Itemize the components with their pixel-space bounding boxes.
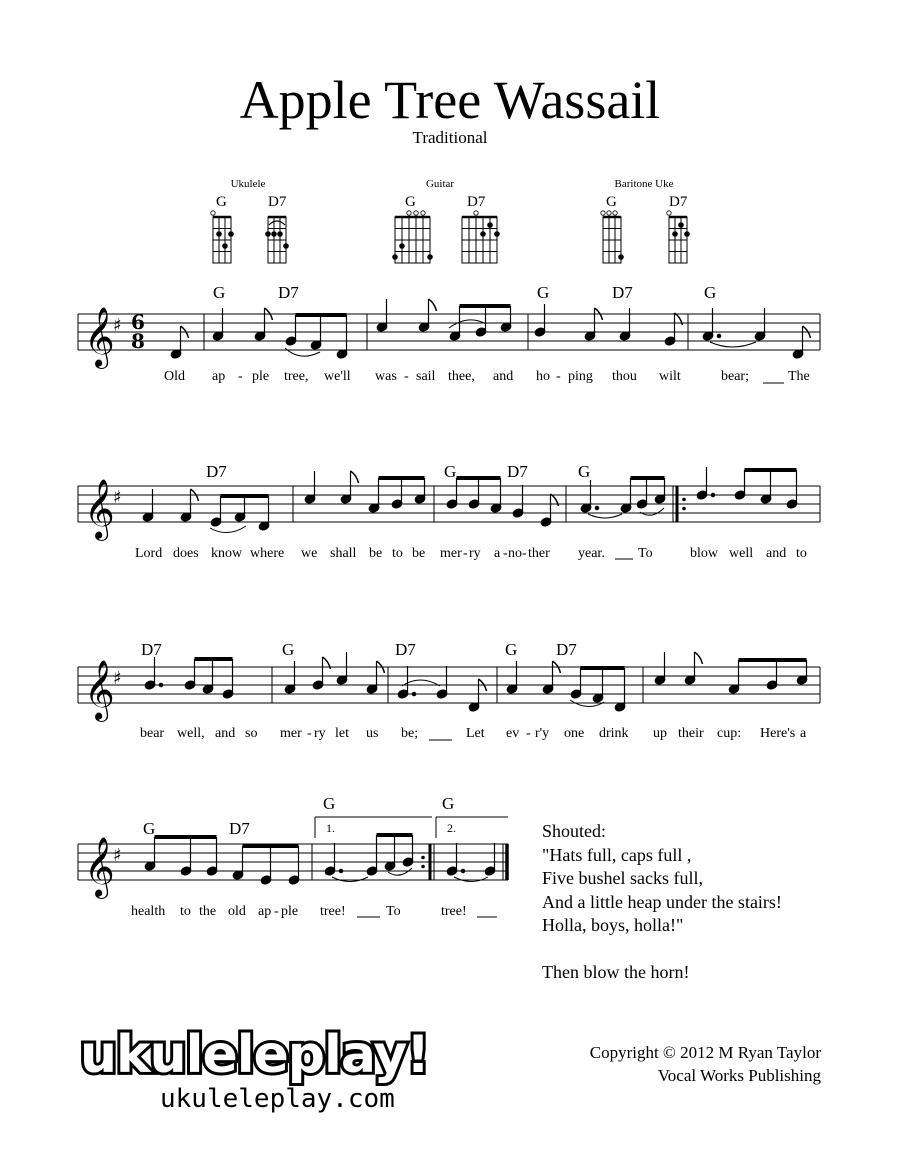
instrument-label-baritone: Baritone Uke — [614, 178, 674, 190]
lyric-syllable: To — [638, 546, 653, 561]
lyric-syllable: ev — [506, 726, 520, 741]
lyric-syllable: Let — [466, 726, 485, 741]
baritone-g-diagram — [601, 211, 624, 263]
lyric-syllable: does — [173, 546, 199, 561]
copyright-line: Copyright © 2012 M Ryan Taylor — [589, 1043, 821, 1062]
staff-2-notes — [142, 467, 798, 533]
lyric-syllable: old — [228, 904, 246, 919]
lyric-syllable: year. — [578, 546, 605, 561]
lyric-syllable: ry — [314, 726, 326, 741]
lyric-syllable: - — [463, 546, 468, 561]
lyric-syllable: - — [238, 369, 243, 384]
shouted-block — [542, 820, 782, 985]
lyric-syllable: health — [131, 904, 166, 919]
svg-text:♯: ♯ — [113, 668, 122, 689]
diagram-chord-name: G — [606, 194, 617, 210]
chord-symbol: G — [213, 283, 226, 302]
chord-symbol: D7 — [278, 283, 299, 302]
lyric-syllable: - — [274, 904, 279, 919]
lyric-syllable: be; — [401, 726, 419, 741]
diagram-chord-name: D7 — [669, 194, 688, 210]
chord-symbol: G — [578, 462, 591, 481]
lyric-syllable: be — [369, 546, 383, 561]
lyric-syllable: so — [245, 726, 258, 741]
lyric-syllable: shall — [330, 546, 357, 561]
chord-symbol: G — [444, 462, 457, 481]
svg-text:𝄞: 𝄞 — [84, 837, 115, 897]
lyric-syllable: Old — [164, 369, 185, 384]
lyric-syllable: mer — [440, 546, 462, 561]
lyric-syllable: thee, — [448, 369, 475, 384]
baritone-d7-diagram — [667, 211, 690, 263]
lyric-syllable: up — [653, 726, 667, 741]
chord-symbol: D7 — [507, 462, 528, 481]
shouted-heading: Shouted: — [542, 821, 607, 841]
lyric-syllable: was — [375, 369, 397, 384]
lyric-syllable: blow — [690, 546, 718, 561]
lyric-syllable: ap — [212, 369, 226, 384]
chord-symbol: G — [442, 794, 455, 813]
lyric-syllable: r'y — [535, 726, 550, 741]
second-ending: 2. — [447, 821, 456, 835]
staff-4-notes — [144, 835, 496, 885]
lyric-syllable: well — [729, 546, 754, 561]
lyric-syllable: let — [335, 726, 349, 741]
shouted-line: And a little heap under the stairs! — [542, 891, 782, 912]
svg-text:𝄞: 𝄞 — [84, 479, 115, 539]
shouted-line: "Hats full, caps full , — [542, 844, 692, 865]
lyric-syllable: to — [392, 546, 403, 561]
lyric-syllable: and — [215, 726, 236, 741]
instrument-label-ukulele: Ukulele — [230, 178, 266, 190]
lyric-syllable: no — [508, 546, 522, 561]
instrument-label-guitar: Guitar — [425, 178, 455, 190]
lyric-syllable: sail — [416, 369, 436, 384]
lyric-syllable: bear — [140, 726, 165, 741]
time-sig-top: 6 — [131, 310, 145, 334]
key-sharp: ♯ — [113, 315, 122, 336]
shouted-after: Then blow the horn! — [542, 962, 690, 982]
logo-url: ukuleleplay.com — [160, 1084, 395, 1114]
shouted-line: Holla, boys, holla!" — [542, 915, 684, 935]
lyric-syllable: a — [494, 546, 501, 561]
lyric-syllable: ry — [469, 546, 481, 561]
lyric-syllable: - — [503, 546, 508, 561]
diagram-chord-name: D7 — [467, 194, 486, 210]
ukulele-d7-diagram — [265, 217, 289, 263]
chord-symbol: G — [323, 794, 336, 813]
song-title: Apple Tree Wassail — [239, 70, 661, 130]
lyric-syllable: - — [556, 369, 561, 384]
chord-symbol: G — [282, 640, 295, 659]
diagram-chord-name: D7 — [268, 194, 287, 210]
guitar-g-diagram — [392, 211, 433, 263]
lyric-syllable: we'll — [324, 369, 351, 384]
lyric-syllable: - — [526, 726, 531, 741]
diagram-chord-name: G — [405, 194, 416, 210]
lyric-syllable: ple — [281, 904, 299, 919]
lyric-syllable: mer — [280, 726, 302, 741]
lyric-syllable: ho — [536, 369, 550, 384]
guitar-d7-diagram — [462, 211, 500, 263]
lyric-syllable: to — [796, 546, 807, 561]
composer: Traditional — [412, 128, 488, 147]
chord-symbol: G — [537, 283, 550, 302]
lyric-syllable: thou — [612, 369, 637, 384]
lyric-syllable: To — [386, 904, 401, 919]
ukulele-g-diagram — [211, 211, 234, 263]
svg-text:𝄞: 𝄞 — [84, 660, 115, 720]
lyric-syllable: be — [412, 546, 426, 561]
lyric-syllable: one — [564, 726, 585, 741]
time-sig-bottom: 8 — [131, 329, 145, 353]
ukuleleplay-logo: ukuleleplay! — [80, 1025, 429, 1085]
lyric-syllable: to — [180, 904, 191, 919]
lyric-syllable: wilt — [659, 369, 681, 384]
lyric-syllable: tree! — [441, 904, 467, 919]
chord-symbol: D7 — [556, 640, 577, 659]
lyric-syllable: bear; — [721, 369, 749, 384]
lyric-syllable: well, — [177, 726, 205, 741]
lyric-syllable: ther — [528, 546, 550, 561]
lyric-syllable: ap — [258, 904, 272, 919]
lyric-syllable: a — [800, 726, 807, 741]
lyric-syllable: cup: — [717, 726, 742, 741]
lyric-syllable: ple — [252, 369, 270, 384]
chord-symbol: D7 — [395, 640, 416, 659]
lyric-syllable: and — [766, 546, 787, 561]
lyric-syllable: Lord — [135, 546, 163, 561]
lyric-syllable: tree! — [320, 904, 346, 919]
svg-text:♯: ♯ — [113, 845, 122, 866]
chord-symbol: G — [143, 819, 156, 838]
lyric-syllable: their — [678, 726, 704, 741]
lyric-syllable: - — [404, 369, 409, 384]
svg-text:♯: ♯ — [113, 487, 122, 508]
lyric-syllable: drink — [599, 726, 629, 741]
copyright — [590, 1041, 821, 1087]
lyric-syllable: tree, — [284, 369, 309, 384]
lyric-syllable: The — [788, 369, 810, 384]
lyric-syllable: - — [522, 546, 527, 561]
chord-symbol: D7 — [206, 462, 227, 481]
chord-symbol: D7 — [612, 283, 633, 302]
chord-symbol: G — [505, 640, 518, 659]
lyric-syllable: ping — [568, 369, 593, 384]
lyric-syllable: we — [301, 546, 318, 561]
lyric-syllable: - — [307, 726, 312, 741]
first-ending: 1. — [326, 821, 335, 835]
publisher-line: Vocal Works Publishing — [657, 1066, 821, 1085]
chord-symbol: D7 — [141, 640, 162, 659]
treble-clef: 𝄞 — [84, 307, 115, 367]
diagram-chord-name: G — [216, 194, 227, 210]
lyric-syllable: us — [366, 726, 379, 741]
chord-symbol: G — [704, 283, 717, 302]
lyric-syllable: and — [493, 369, 514, 384]
shouted-line: Five bushel sacks full, — [542, 868, 703, 888]
lyric-syllable: know — [211, 546, 243, 561]
lyric-syllable: where — [250, 546, 285, 561]
lyric-syllable: Here's — [760, 726, 796, 741]
chord-symbol: D7 — [229, 819, 250, 838]
lyric-syllable: the — [199, 904, 217, 919]
